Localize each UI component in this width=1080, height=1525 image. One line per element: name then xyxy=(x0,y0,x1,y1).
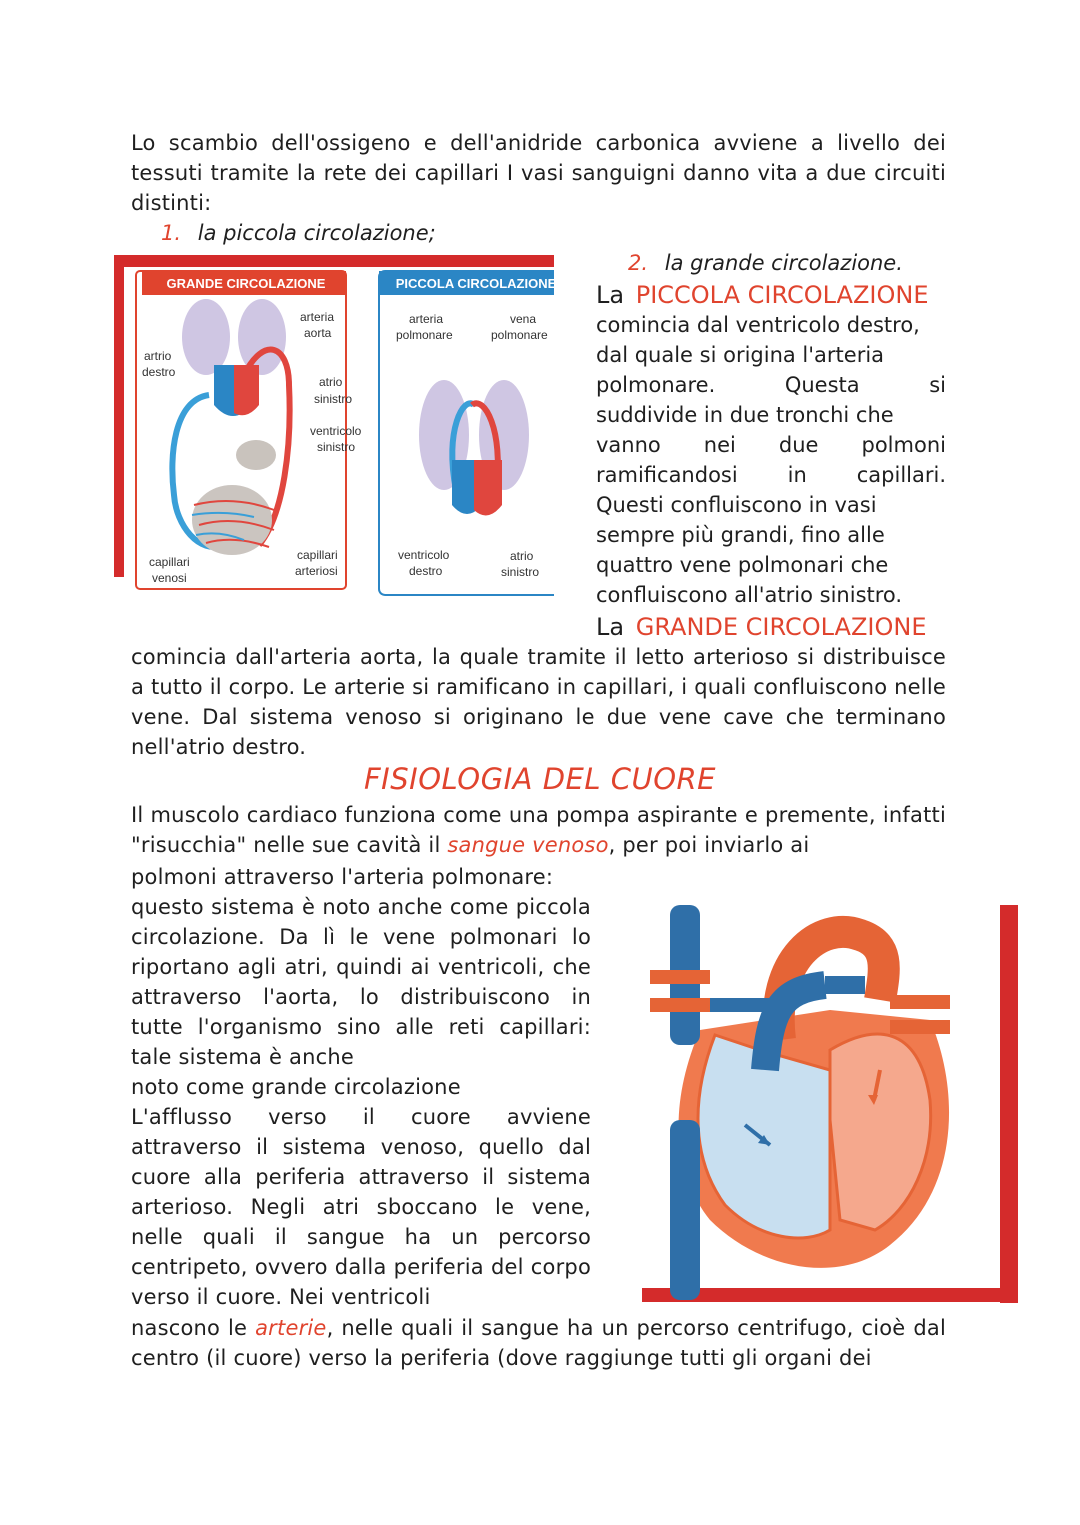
physiology-text: Il muscolo cardiaco funziona come una pompa aspirante e premente, infatti "risucchia" nelle sue cavità il xyxy=(131,803,946,857)
piccola-line xyxy=(596,370,946,400)
piccola-line xyxy=(596,430,946,460)
label-capillari-venosi: capillari xyxy=(149,555,190,569)
word: nei xyxy=(703,433,736,457)
stomach xyxy=(236,440,276,470)
label-vsinistro: sinistro xyxy=(317,440,356,454)
list-number: 2. xyxy=(628,251,649,275)
list-text: la grande circolazione. xyxy=(664,251,903,275)
grande-heading-line xyxy=(596,612,946,642)
grande-paragraph xyxy=(131,642,946,762)
heart-left-piccola xyxy=(474,460,502,515)
heart-figure xyxy=(630,900,1022,1305)
physiology-intro xyxy=(131,800,946,860)
piccola-line xyxy=(596,460,946,490)
word: in xyxy=(787,463,807,487)
list-number: 1. xyxy=(161,221,182,245)
pulmonary-vein-3 xyxy=(890,995,950,1009)
label-s-sinistro: sinistro xyxy=(501,565,540,579)
piccola-line: Questi confluiscono in vasi xyxy=(596,493,877,517)
heart-left-grande xyxy=(234,365,259,415)
grande-lead: La xyxy=(596,613,625,641)
label-s-destro: destro xyxy=(409,564,443,578)
grande-heading: GRANDE CIRCOLAZIONE xyxy=(635,613,927,641)
grande-title: GRANDE CIRCOLAZIONE xyxy=(166,276,326,291)
physiology-closing xyxy=(131,1313,946,1373)
word: si xyxy=(929,373,946,397)
piccola-line: sempre più grandi, fino alle xyxy=(596,523,885,547)
label-ventricolo: ventricolo xyxy=(310,424,362,438)
label-arteriosi: arteriosi xyxy=(295,564,338,578)
pulmonary-vein-2 xyxy=(650,998,710,1012)
pulmonary-vein-1 xyxy=(650,970,710,984)
physiology-text: L'afflusso verso il cuore avviene attraverso il sistema venoso, quello dal cuore alla periferia attraverso il sistema arterioso. Negli atri sboccano le vene, nelle quali il sangue ha un percorso centripeto, ovvero dalla periferia del corpo verso il cuore. Nei ventricoli xyxy=(131,1105,591,1309)
word: polmoni xyxy=(861,433,946,457)
physiology-line: noto come grande circolazione xyxy=(131,1075,461,1099)
intro-paragraph xyxy=(131,128,946,218)
physiology-text: , per poi inviarlo ai xyxy=(608,833,810,857)
piccola-title: PICCOLA CIRCOLAZIONE xyxy=(395,276,554,291)
list-item-2 xyxy=(628,248,903,278)
label-sinistro: sinistro xyxy=(314,392,353,406)
label-aorta: aorta xyxy=(304,326,332,340)
label-s-ventricolo: ventricolo xyxy=(398,548,450,562)
highlight-sangue-venoso: sangue venoso xyxy=(447,833,609,857)
word: polmonare. xyxy=(596,373,716,397)
piccola-text xyxy=(596,280,946,642)
piccola-lead: La xyxy=(596,281,625,309)
heart-diagram xyxy=(630,900,1022,1305)
physiology-text: nascono le xyxy=(131,1316,248,1340)
lung-right xyxy=(238,299,286,375)
physiology-text: questo sistema è noto anche come piccola circolazione. Da lì le vene polmonari lo riportano agli atri, quindi ai ventricoli, che attraverso l'aorta, lo distribuiscono in tutte l'organismo sino alle reti capillari: tale sistema è anche xyxy=(131,895,591,1069)
highlight-arterie: arterie xyxy=(255,1316,327,1340)
piccola-line: confluiscono all'atrio sinistro. xyxy=(596,583,903,607)
label-destro: destro xyxy=(142,365,176,379)
word: Questa xyxy=(784,373,860,397)
physiology-text: , nelle quali il sangue ha un percorso centrifugo, cioè dal centro (il cuore) verso la periferia (dove raggiunge tutti gli organi dei xyxy=(131,1316,946,1370)
word: vanno xyxy=(596,433,661,457)
label-artrio: artrio xyxy=(144,349,172,363)
label-atrio: atrio xyxy=(319,375,343,389)
label-s-vpolmonare: polmonare xyxy=(491,328,548,342)
list-text: la piccola circolazione; xyxy=(197,221,436,245)
label-venosi: venosi xyxy=(152,571,187,585)
frame-right xyxy=(1000,905,1018,1303)
piccola-line: suddivide in due tronchi che xyxy=(596,403,894,427)
word: capillari. xyxy=(856,463,946,487)
piccola-line: dal quale si origina l'arteria xyxy=(596,343,885,367)
piccola-line: comincia dal ventricolo destro, xyxy=(596,313,920,337)
pulmonary-vein-4 xyxy=(890,1020,950,1034)
word: ramificandosi xyxy=(596,463,738,487)
intro-text: Lo scambio dell'ossigeno e dell'anidride carbonica avviene a livello dei tessuti tramite la rete dei capillari I vasi sanguigni danno vita a due circuiti distinti: xyxy=(131,131,946,215)
frame-top xyxy=(114,255,554,267)
circulation-figure xyxy=(114,255,554,607)
piccola-line: quattro vene polmonari che xyxy=(596,553,889,577)
circulation-diagram xyxy=(114,255,554,607)
label-s-atrio: atrio xyxy=(510,549,534,563)
label-capillari-arteriosi: capillari xyxy=(297,548,338,562)
label-s-vena: vena xyxy=(510,312,537,326)
label-s-arteria: arteria xyxy=(409,312,444,326)
grande-text: comincia dall'arteria aorta, la quale tramite il letto arterioso si distribuisce a tutto il corpo. Le arterie si ramificano in capillari, i quali confluiscono nelle vene. Dal sistema venoso si originano le due vene cave che terminano nell'atrio destro. xyxy=(131,645,946,759)
lung-left xyxy=(182,299,230,375)
physiology-line: polmoni attraverso l'arteria polmonare: xyxy=(131,865,554,889)
word: due xyxy=(778,433,819,457)
label-s-polmonare: polmonare xyxy=(396,328,453,342)
frame-left xyxy=(114,255,124,577)
physiology-column xyxy=(131,862,591,1312)
piccola-heading-line xyxy=(596,280,946,310)
label-arteria: arteria xyxy=(300,310,335,324)
list-item-1 xyxy=(161,218,436,248)
inferior-vena-cava xyxy=(670,1120,700,1300)
section-title: FISIOLOGIA DEL CUORE xyxy=(364,762,716,796)
piccola-heading: PICCOLA CIRCOLAZIONE xyxy=(635,281,929,309)
